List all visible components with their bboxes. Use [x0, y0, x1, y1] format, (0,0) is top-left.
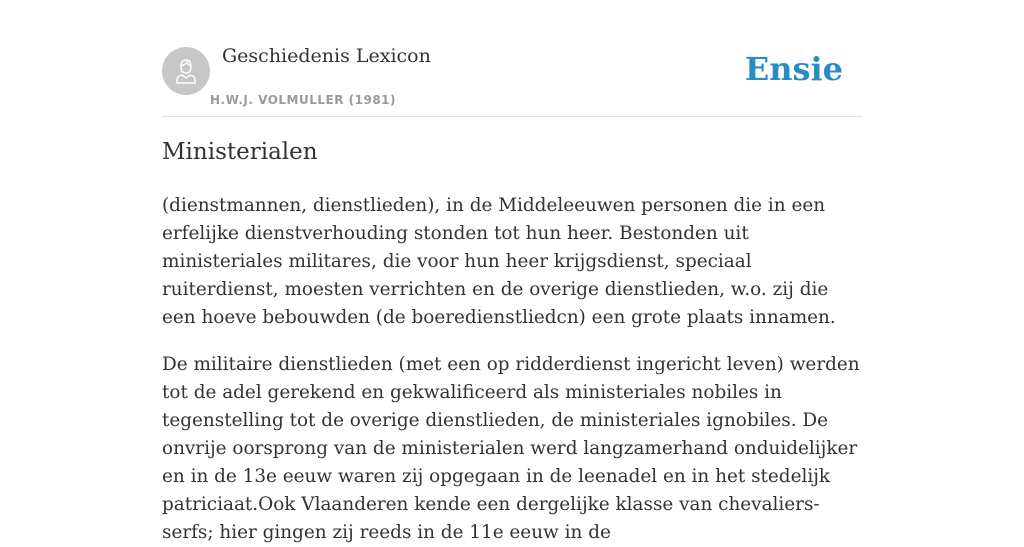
lexicon-title[interactable]: Geschiedenis Lexicon [222, 45, 431, 67]
avatar[interactable] [162, 47, 210, 95]
author-label[interactable]: H.W.J. VOLMULLER (1981) [210, 93, 397, 107]
entry-paragraph: De militaire dienstlieden (met een op ridderdienst ingericht leven) werden tot de adel gerekend en gekwalificeerd als ministeriales nobiles in tegenstelling tot de overige dienstlieden, de ministeriales ignobiles. De onvrije oorsprong van de ministerialen werd langzamerhand onduidelijker en in de 13e eeuw waren zij opgegaan in de leenadel en in het stedelijk patriciaat.Ook Vlaanderen kende een dergelijke klasse van chevaliers-serfs; hier gingen zij reeds in de 11e eeuw in de [162, 354, 860, 543]
header [162, 0, 862, 117]
entry-paragraph: (dienstmannen, dienstlieden), in de Middeleeuwen personen die in een erfelijke dienstverhouding stonden tot hun heer. Bestonden uit ministeriales militares, die voor hun heer krijgsdienst, speciaal ruiterdienst, moesten verrichten en de overige dienstlieden, w.o. zij die een hoeve bebouwden (de boeredienstliedcn) een grote plaats innamen. [162, 195, 836, 328]
brand-logo[interactable]: Ensie [744, 50, 843, 88]
user-icon [171, 56, 201, 86]
entry-title: Ministerialen [162, 139, 318, 165]
page-container [162, 0, 862, 543]
